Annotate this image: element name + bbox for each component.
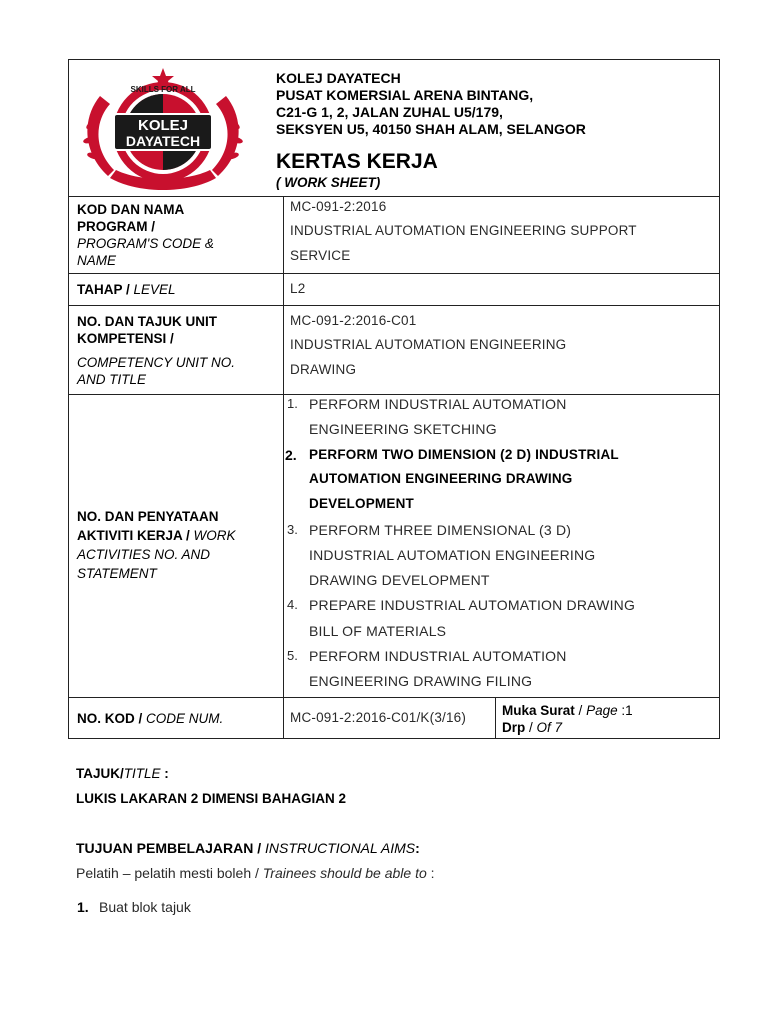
logo-word-bottom: DAYATECH (125, 133, 201, 149)
row-divider (68, 273, 720, 274)
college-name: KOLEJ DAYATECH (276, 70, 401, 86)
program-label-en: PROGRAM'S CODE & (77, 236, 214, 251)
column-divider (495, 697, 496, 739)
address-line-1: PUSAT KOMERSIAL ARENA BINTANG, (276, 87, 534, 103)
unit-label: KOMPETENSI / (77, 331, 174, 346)
unit-label-en: COMPETENCY UNIT NO. (77, 355, 236, 370)
aim-number: 1. (77, 899, 89, 915)
logo-motto: SKILLS FOR ALL (130, 85, 196, 94)
activity-number: 1. (287, 396, 298, 411)
document-title: KERTAS KERJA (276, 150, 438, 173)
activities-label: NO. DAN PENYATAAN (77, 509, 219, 524)
activity-item: ENGINEERING SKETCHING (309, 421, 497, 437)
address-line-3: SEKSYEN U5, 40150 SHAH ALAM, SELANGOR (276, 121, 586, 137)
activity-item: DRAWING DEVELOPMENT (309, 572, 490, 588)
page-total: Drp / Of 7 (502, 720, 563, 735)
row-divider (68, 305, 720, 306)
unit-title: INDUSTRIAL AUTOMATION ENGINEERING (290, 337, 567, 352)
activities-label: AKTIVITI KERJA / WORK (77, 528, 236, 543)
activity-item: PERFORM INDUSTRIAL AUTOMATION (309, 648, 567, 664)
code-value: MC-091-2:2016-C01/K(3/16) (290, 710, 467, 725)
program-label: PROGRAM / (77, 219, 156, 234)
row-divider (68, 196, 720, 197)
activity-number: 5. (287, 648, 298, 663)
activity-number: 2. (285, 447, 297, 463)
worksheet-title: LUKIS LAKARAN 2 DIMENSI BAHAGIAN 2 (76, 791, 347, 806)
activities-label-en: STATEMENT (77, 566, 157, 581)
code-label: NO. KOD / CODE NUM. (77, 711, 224, 726)
program-label-en: NAME (77, 253, 117, 268)
activity-item-current: DEVELOPMENT (309, 496, 414, 511)
activity-item: INDUSTRIAL AUTOMATION ENGINEERING (309, 547, 596, 563)
program-label: KOD DAN NAMA (77, 202, 185, 217)
activities-label-en: ACTIVITIES NO. AND (77, 547, 211, 562)
unit-title: DRAWING (290, 362, 357, 377)
document-subtitle: ( WORK SHEET) (276, 175, 381, 190)
activity-number: 4. (287, 597, 298, 612)
level-label: TAHAP / LEVEL (77, 282, 176, 297)
activity-item-current: AUTOMATION ENGINEERING DRAWING (309, 471, 573, 486)
program-code: MC-091-2:2016 (290, 199, 387, 214)
program-name: INDUSTRIAL AUTOMATION ENGINEERING SUPPORT (290, 223, 637, 238)
program-name: SERVICE (290, 248, 351, 263)
unit-label-en: AND TITLE (77, 372, 147, 387)
address-line-2: C21-G 1, 2, JALAN ZUHAL U5/179, (276, 104, 503, 120)
logo-word-top: KOLEJ (137, 117, 189, 134)
college-logo (78, 66, 248, 192)
unit-code: MC-091-2:2016-C01 (290, 313, 417, 328)
activity-number: 3. (287, 522, 298, 537)
level-value: L2 (290, 281, 306, 296)
activity-item: ENGINEERING DRAWING FILING (309, 673, 533, 689)
row-divider (68, 697, 720, 698)
activity-item: PERFORM THREE DIMENSIONAL (3 D) (309, 522, 572, 538)
row-divider (68, 394, 720, 395)
unit-label: NO. DAN TAJUK UNIT (77, 314, 217, 329)
activity-item: PERFORM INDUSTRIAL AUTOMATION (309, 396, 567, 412)
aim-item: Buat blok tajuk (99, 899, 191, 915)
page-number: Muka Surat / Page :1 (502, 703, 633, 718)
aims-label: TUJUAN PEMBELAJARAN / INSTRUCTIONAL AIMS: (76, 840, 420, 856)
column-divider (283, 196, 284, 739)
activity-item: BILL OF MATERIALS (309, 623, 447, 639)
activity-item-current: PERFORM TWO DIMENSION (2 D) INDUSTRIAL (309, 447, 619, 462)
aims-intro: Pelatih – pelatih mesti boleh / Trainees should be able to : (76, 865, 435, 881)
title-label: TAJUK/TITLE : (76, 766, 169, 781)
activity-item: PREPARE INDUSTRIAL AUTOMATION DRAWING (309, 597, 636, 613)
